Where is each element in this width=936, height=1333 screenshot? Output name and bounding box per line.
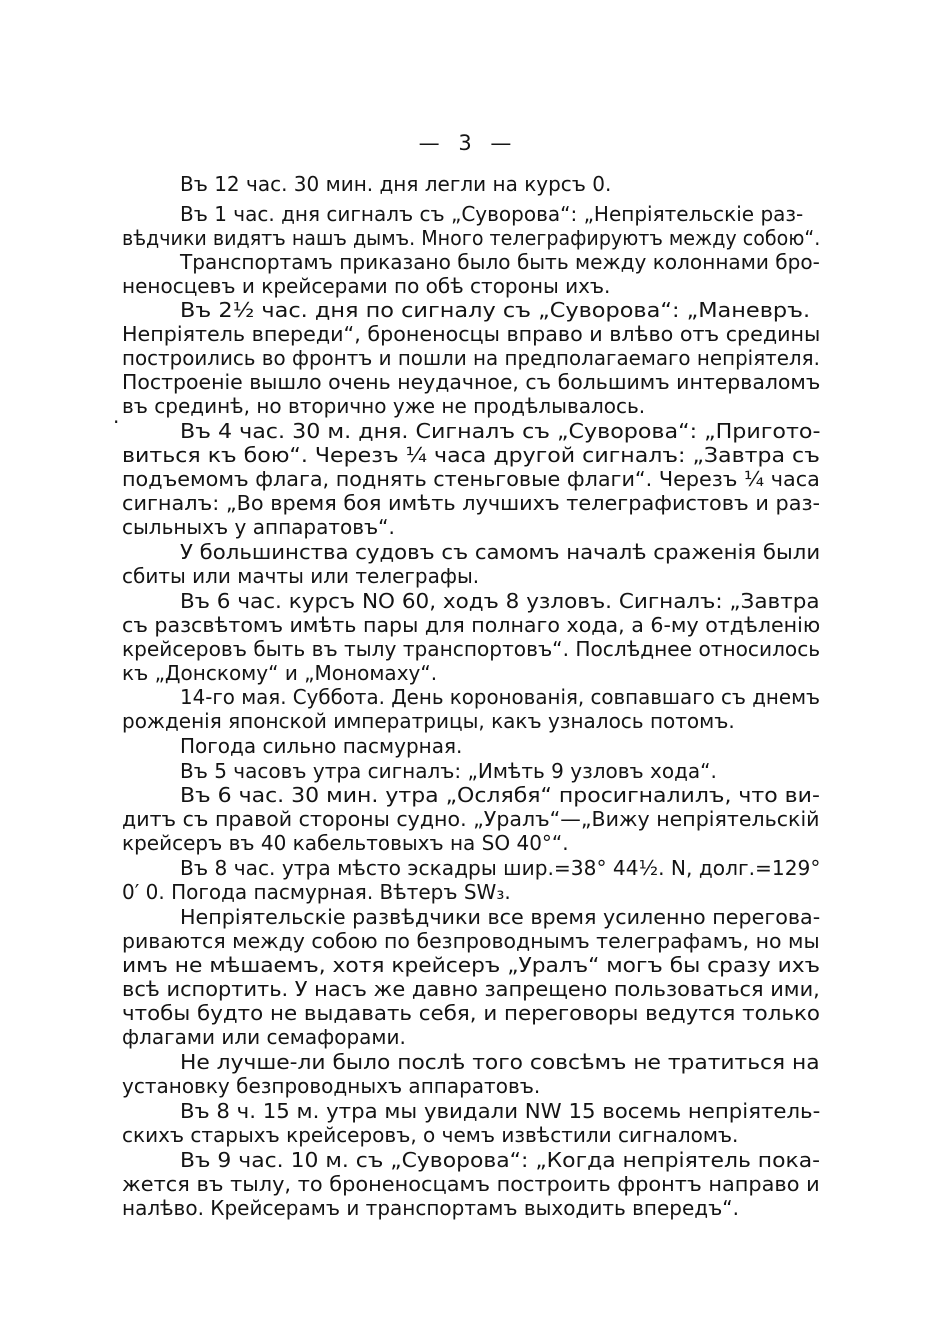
text-line: въ срединѣ, но вторично уже не продѣлывалось. [122,394,646,418]
text-line: неносцевъ и крейсерами по обѣ стороны ихъ. [122,274,611,298]
text-line: 14-го мая. Суббота. День коронованія, совпавшаго съ днемъ [180,685,821,709]
text-line: Въ 9 час. 10 м. съ „Суворова“: „Когда непріятель пока- [180,1148,821,1172]
text-line: имъ не мѣшаемъ, хотя крейсеръ „Уралъ“ могъ бы сразу ихъ [122,953,820,977]
text-line: Въ 6 час. курсъ NO 60, ходъ 8 узловъ. Сигналъ: „Завтра [180,589,820,613]
text-line: виться къ бою“. Черезъ ¼ часа другой сигналъ: „Завтра съ [122,443,820,467]
text-line: Въ 8 ч. 15 м. утра мы увидали NW 15 восемь непріятель- [180,1099,821,1123]
text-line: съ разсвѣтомъ имѣть пары для полнаго хода, а 6-му отдѣленію [122,613,821,637]
text-line: Непріятель впереди“, броненосцы вправо и влѣво отъ средины [122,322,821,346]
text-line: Погода сильно пасмурная. [180,734,463,758]
text-line: крейсеръ въ 40 кабельтовыхъ на SO 40°“. [122,831,569,855]
text-line: Въ 2½ час. дня по сигналу съ „Суворова“: „Маневръ. [180,298,811,322]
text-line: налѣво. Крейсерамъ и транспортамъ выходить впередъ“. [122,1196,739,1220]
text-line: Въ 6 час. 30 мин. утра „Ослябя“ просигналилъ, что ви- [180,783,820,807]
text-line: Транспортамъ приказано было быть между колоннами бро- [180,250,820,274]
text-line: сигналъ: „Во время боя имѣть лучшихъ телеграфистовъ и раз- [122,491,821,515]
text-line: Въ 5 часовъ утра сигналъ: „Имѣть 9 узловъ хода“. [180,759,717,783]
text-line: Въ 4 час. 30 м. дня. Сигналъ съ „Суворова“: „Пригото- [180,419,821,443]
text-line: Построеніе вышло очень неудачное, съ большимъ интерваломъ [122,370,821,394]
text-line: У большинства судовъ съ самомъ началѣ сраженія были [180,540,821,564]
text-line: крейсеровъ быть въ тылу транспортовъ“. Послѣднее относилось [122,637,821,661]
text-line: построились во фронтъ и пошли на предполагаемаго непріятеля. [122,346,820,370]
text-line: къ „Донскому“ и „Мономаху“. [122,661,438,685]
text-line: жется въ тылу, то броненосцамъ построить фронтъ направо и [122,1172,820,1196]
text-line: сбиты или мачты или телеграфы. [122,564,480,588]
text-line: скихъ старыхъ крейсеровъ, о чемъ извѣстили сигналомъ. [122,1123,739,1147]
text-line: Въ 12 час. 30 мин. дня легли на курсъ 0. [180,172,612,196]
text-line: дитъ съ правой стороны судно. „Уралъ“—„Вижу непріятельскій [122,807,820,831]
text-line: чтобы будто не выдавать себя, и переговоры ведутся только [122,1001,820,1025]
text-line: риваются между собою по безпроводнымъ телеграфамъ, но мы [122,929,820,953]
text-line: Не лучше-ли было послѣ того совсѣмъ не тратиться на [180,1050,820,1074]
body-text [122,0,820,1333]
text-line: всѣ испортить. У насъ же давно запрещено пользоваться ими, [122,977,820,1001]
text-line: флагами или семафорами. [122,1025,406,1049]
text-line: сыльныхъ у аппаратовъ“. [122,515,395,539]
text-line: 0′ 0. Погода пасмурная. Вѣтеръ SW₃. [122,880,511,904]
page-number: — 3 — [418,131,518,155]
text-line: Въ 1 час. дня сигналъ съ „Суворова“: „Непріятельскіе раз- [180,202,804,226]
text-line: Непріятельскіе развѣдчики все время усиленно перегова- [180,905,821,929]
text-line: рожденія японской императрицы, какъ узналось потомъ. [122,709,735,733]
margin-mark: . [113,404,120,428]
text-line: установку безпроводныхъ аппаратовъ. [122,1074,541,1098]
text-line: Въ 8 час. утра мѣсто эскадры шир.=38° 44½. N, долг.=129° [180,856,821,880]
text-line: вѣдчики видятъ нашъ дымъ. Много телеграфируютъ между собою“. [122,226,821,250]
text-line: подъемомъ флага, поднять стеньговые флаги“. Черезъ ¼ часа [122,467,820,491]
